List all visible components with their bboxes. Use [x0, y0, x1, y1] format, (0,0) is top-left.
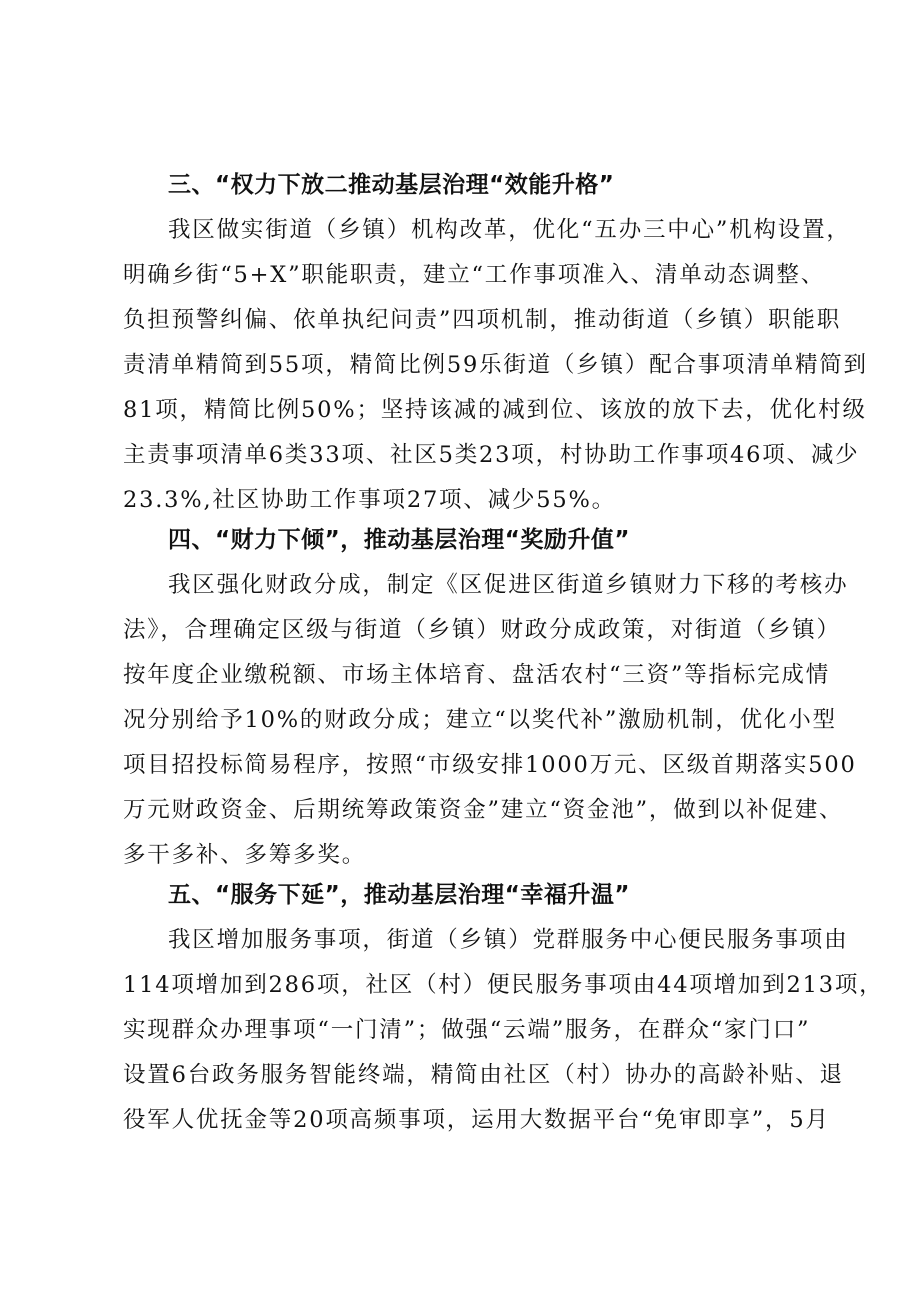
- section-5-line-4: 设置6台政务服务智能终端，精简由社区（村）协办的高龄补贴、退: [123, 1062, 844, 1088]
- section-3-line-3: 负担预警纠偏、依单执纪问责”四项机制，推动街道（乡镇）职能职: [123, 307, 842, 333]
- section-3-line-5: 81项，精简比例50%；坚持该减的减到位、该放的放下去，优化村级: [123, 397, 867, 423]
- section-3-line-7: 23.3%,社区协助工作事项27项、减少55%。: [123, 487, 616, 513]
- section-5-line-3: 实现群众办理事项“一门清”；做强“云端”服务，在群众“家门口”: [123, 1017, 811, 1043]
- section-4-heading: 四、“财力下倾”，推动基层治理“奖励升值”: [168, 527, 630, 553]
- section-3-line-2: 明确乡街“5+X”职能职责，建立“工作事项准入、清单动态调整、: [123, 262, 825, 288]
- section-5-line-1: 我区增加服务事项，街道（乡镇）党群服务中心便民服务事项由: [168, 927, 849, 953]
- section-5-heading: 五、“服务下延”，推动基层治理“幸福升温”: [168, 882, 630, 908]
- section-3-line-1: 我区做实街道（乡镇）机构改革，优化“五办三中心”机构设置，: [168, 217, 851, 243]
- section-5-line-5: 役军人优抚金等20项高频事项，运用大数据平台“免审即享”，5月: [123, 1107, 830, 1133]
- section-4-line-6: 万元财政资金、后期统筹政策资金”建立“资金池”，做到以补促建、: [123, 797, 844, 823]
- section-3-line-6: 主责事项清单6类33项、社区5类23项，村协助工作事项46项、减少: [123, 442, 860, 468]
- section-3-line-4: 责清单精简到55项，精简比例59乐街道（乡镇）配合事项清单精简到: [123, 352, 868, 378]
- section-4-line-4: 况分别给予10%的财政分成；建立“以奖代补”激励机制，优化小型: [123, 707, 837, 733]
- section-4-line-7: 多干多补、多筹多奖。: [123, 842, 367, 868]
- section-4-line-2: 法》，合理确定区级与街道（乡镇）财政分成政策，对街道（乡镇）: [123, 617, 841, 643]
- section-4-line-3: 按年度企业缴税额、市场主体培育、盘活农村“三资”等指标完成情: [123, 662, 831, 688]
- section-4-line-5: 项目招投标简易程序，按照“市级安排1000万元、区级首期落实500: [123, 752, 857, 778]
- section-5-line-2: 114项增加到286项，社区（村）便民服务事项由44项增加到213项，: [123, 972, 884, 998]
- section-3-heading: 三、“权力下放二推动基层治理“效能升格”: [168, 172, 615, 198]
- section-4-line-1: 我区强化财政分成，制定《区促进区街道乡镇财力下移的考核办: [168, 572, 849, 598]
